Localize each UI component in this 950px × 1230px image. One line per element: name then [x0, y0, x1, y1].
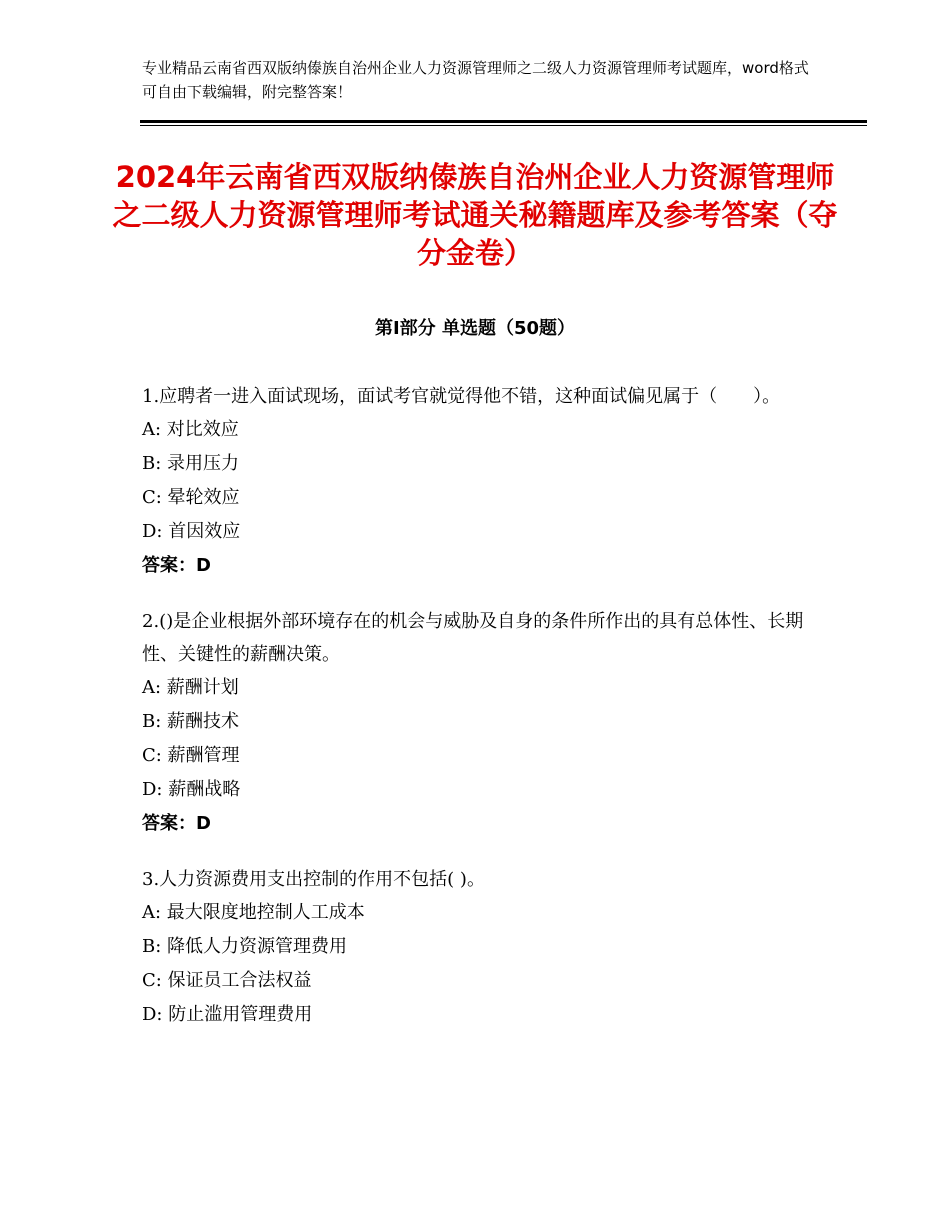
option-d: D: 首因效应: [142, 521, 241, 542]
option-b: B: 薪酬技术: [142, 711, 240, 732]
option-b: B: 录用压力: [142, 453, 240, 474]
option-d: D: 薪酬战略: [142, 779, 241, 800]
option-c: C: 晕轮效应: [142, 487, 240, 508]
header-note: 专业精品云南省西双版纳傣族自治州企业人力资源管理师之二级人力资源管理师考试题库，word格式可自由下载编辑，附完整答案！: [142, 59, 809, 101]
answer: 答案：D: [142, 813, 211, 834]
section-title: 第Ⅰ部分 单选题（50题）: [374, 318, 575, 339]
option-c: C: 保证员工合法权益: [142, 970, 312, 991]
header-rule-thin: [140, 125, 867, 126]
option-a: A: 最大限度地控制人工成本: [142, 902, 365, 923]
option-b: B: 降低人力资源管理费用: [142, 936, 348, 957]
option-a: A: 对比效应: [142, 419, 239, 440]
option-c: C: 薪酬管理: [142, 745, 240, 766]
option-a: A: 薪酬计划: [142, 677, 239, 698]
question-1: [142, 380, 812, 583]
question-stem: 3.人力资源费用支出控制的作用不包括( )。: [142, 869, 485, 890]
question-stem: 2.()是企业根据外部环境存在的机会与威胁及自身的条件所作出的具有总体性、长期性、关键性的薪酬决策。: [142, 611, 804, 665]
question-list: [142, 380, 812, 1054]
question-stem: 1.应聘者一进入面试现场，面试考官就觉得他不错，这种面试偏见属于（ ）。: [142, 386, 781, 407]
answer: 答案：D: [142, 555, 211, 576]
option-d: D: 防止滥用管理费用: [142, 1004, 313, 1025]
document-title: 2024年云南省西双版纳傣族自治州企业人力资源管理师之二级人力资源管理师考试通关秘籍题库及参考答案（夺分金卷）: [112, 160, 838, 270]
question-3: [142, 863, 812, 1032]
header-rule-thick: [140, 120, 867, 123]
question-2: [142, 605, 812, 841]
